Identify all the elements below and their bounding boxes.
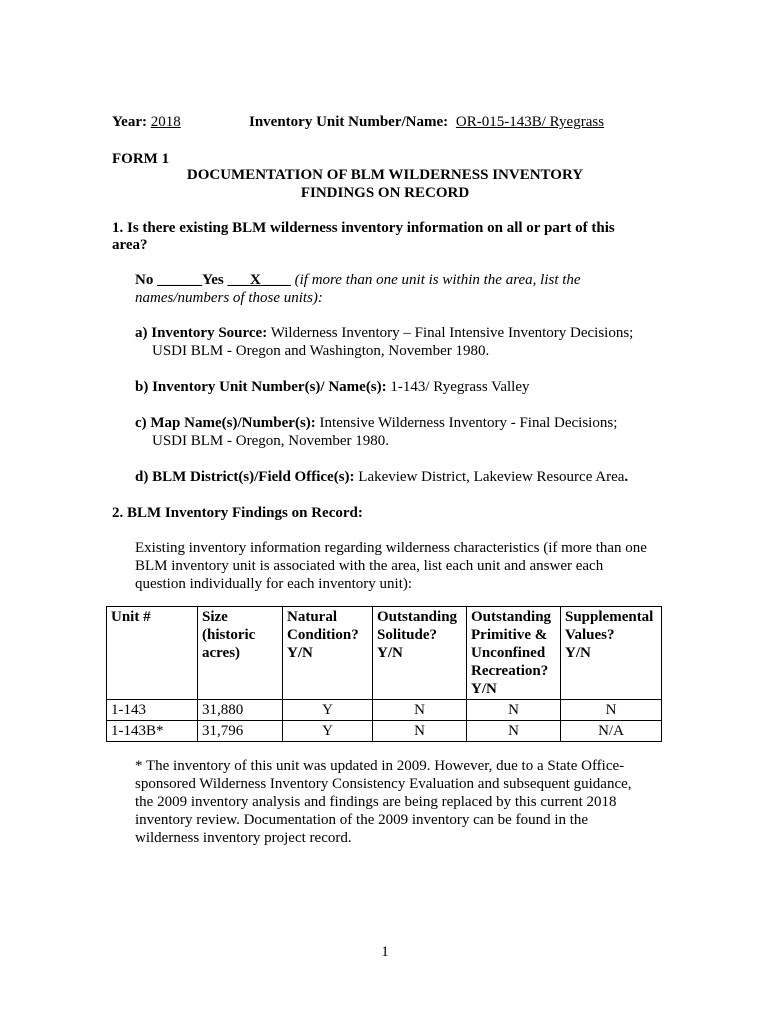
inventory-unit-field bbox=[249, 113, 604, 131]
district-office-value: Lakeview District, Lakeview Resource Area bbox=[358, 469, 625, 485]
inventory-source-value: Wilderness Inventory – Final Intensive Inventory Decisions; bbox=[270, 325, 634, 341]
yes-label: Yes bbox=[202, 272, 224, 288]
footnote-line4: inventory review. Documentation of the 2009 inventory can be found in the bbox=[135, 812, 589, 828]
footnote-line1: * The inventory of this unit was updated in 2009. However, due to a State Office- bbox=[135, 758, 625, 774]
inventory-unit-names bbox=[135, 378, 530, 396]
form-title-line2: FINDINGS ON RECORD bbox=[300, 185, 470, 201]
findings-table bbox=[106, 606, 662, 742]
cell-unit: 1-143B* bbox=[107, 721, 198, 742]
year-value: 2018 bbox=[150, 114, 181, 130]
inventory-unit-value: OR-015-143B/ Ryegrass bbox=[455, 114, 605, 130]
table-row bbox=[107, 721, 662, 742]
question-1-line2: area? bbox=[112, 237, 148, 253]
map-names-value: Intensive Wilderness Inventory - Final Decisions; bbox=[319, 415, 618, 431]
question-2-intro-line1: Existing inventory information regarding wilderness characteristics (if more than one bbox=[135, 540, 647, 556]
col-header-size: Size (historic acres) bbox=[198, 607, 283, 700]
map-names bbox=[135, 414, 617, 432]
question-2-intro-line3: question individually for each inventory unit): bbox=[135, 576, 413, 592]
inventory-source-line2: USDI BLM - Oregon and Washington, November 1980. bbox=[152, 343, 490, 359]
footnote-line5: wilderness inventory project record. bbox=[135, 830, 352, 846]
footnote-line3: the 2009 inventory analysis and findings are being replaced by this current 2018 bbox=[135, 794, 617, 810]
district-office bbox=[135, 468, 628, 486]
cell-solitude: N bbox=[373, 721, 467, 742]
units-note-line2: names/numbers of those units): bbox=[135, 290, 323, 306]
cell-unit: 1-143 bbox=[107, 700, 198, 721]
no-blank: ______ bbox=[157, 272, 203, 288]
district-office-label: d) BLM District(s)/Field Office(s): bbox=[135, 469, 355, 485]
year-label: Year: bbox=[112, 114, 147, 130]
yes-blank-post: ____ bbox=[260, 272, 291, 288]
cell-primitive-recreation: N bbox=[467, 721, 561, 742]
form-title-line1: DOCUMENTATION OF BLM WILDERNESS INVENTORY bbox=[186, 167, 584, 183]
inventory-unit-names-value: 1-143/ Ryegrass Valley bbox=[390, 379, 530, 395]
map-names-label: c) Map Name(s)/Number(s): bbox=[135, 415, 316, 431]
col-header-supplemental-values: Supplemental Values? Y/N bbox=[561, 607, 662, 700]
footnote-line2: sponsored Wilderness Inventory Consistency Evaluation and subsequent guidance, bbox=[135, 776, 632, 792]
inventory-source-label: a) Inventory Source: bbox=[135, 325, 268, 341]
units-note-line1: (if more than one unit is within the area, list the bbox=[294, 272, 581, 288]
question-2-heading: 2. BLM Inventory Findings on Record: bbox=[112, 505, 363, 521]
cell-size: 31,880 bbox=[198, 700, 283, 721]
table-header-row bbox=[107, 607, 662, 700]
yes-no-answer bbox=[135, 271, 581, 289]
col-header-primitive-recreation: Outstanding Primitive & Unconfined Recreation? Y/N bbox=[467, 607, 561, 700]
inventory-source bbox=[135, 324, 633, 342]
inventory-unit-names-label: b) Inventory Unit Number(s)/ Name(s): bbox=[135, 379, 387, 395]
question-1-line1: 1. Is there existing BLM wilderness inventory information on all or part of this bbox=[112, 220, 615, 236]
year-field bbox=[112, 113, 181, 131]
cell-natural-condition: Y bbox=[283, 721, 373, 742]
col-header-solitude: Outstanding Solitude? Y/N bbox=[373, 607, 467, 700]
yes-blank-pre: ___ bbox=[227, 272, 251, 288]
cell-primitive-recreation: N bbox=[467, 700, 561, 721]
yes-mark: X bbox=[250, 272, 261, 288]
form-label: FORM 1 bbox=[112, 151, 170, 167]
inventory-unit-label: Inventory Unit Number/Name: bbox=[249, 114, 449, 130]
no-label: No bbox=[135, 272, 154, 288]
question-2-intro-line2: BLM inventory unit is associated with the area, list each unit and answer each bbox=[135, 558, 604, 574]
cell-supplemental-values: N/A bbox=[561, 721, 662, 742]
cell-supplemental-values: N bbox=[561, 700, 662, 721]
cell-natural-condition: Y bbox=[283, 700, 373, 721]
table-row bbox=[107, 700, 662, 721]
map-names-line2: USDI BLM - Oregon, November 1980. bbox=[152, 433, 390, 449]
col-header-natural-condition: Natural Condition? Y/N bbox=[283, 607, 373, 700]
cell-solitude: N bbox=[373, 700, 467, 721]
cell-size: 31,796 bbox=[198, 721, 283, 742]
page-number: 1 bbox=[381, 944, 389, 960]
col-header-unit: Unit # bbox=[107, 607, 198, 700]
district-office-period: . bbox=[624, 469, 629, 485]
